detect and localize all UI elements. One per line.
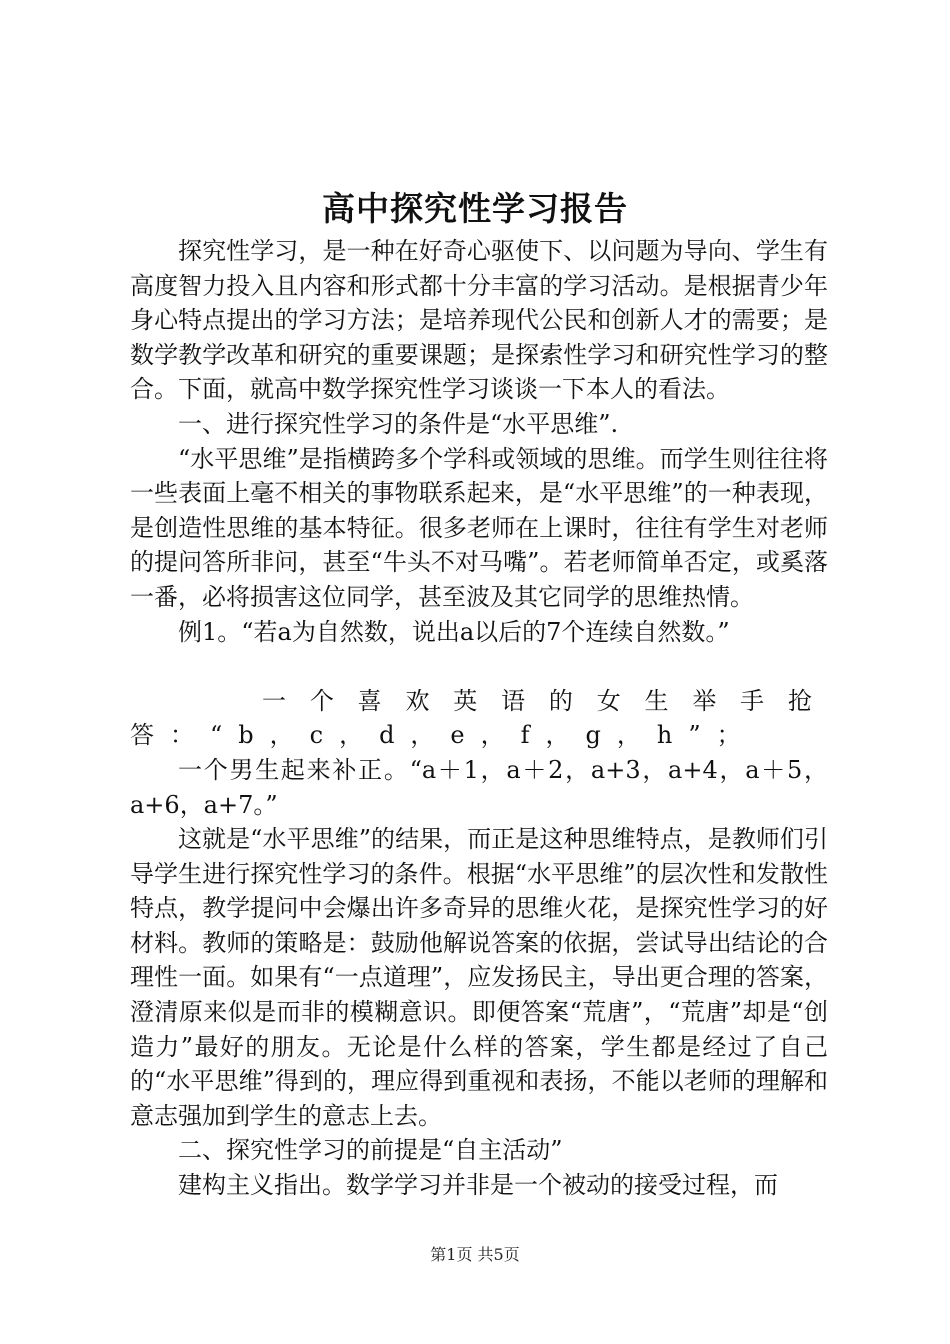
paragraph-girl-answer: 一个喜欢英语的女生举手抢答：“b，c，d，e，f，g，h”； bbox=[130, 686, 828, 750]
paragraph-example-1: 例1。“若a为自然数，说出a以后的7个连续自然数。” bbox=[178, 617, 730, 646]
paragraph-strategy: 这就是“水平思维”的结果，而正是这种思维特点，是教师们引导学生进行探究性学习的条件。根据“水平思维”的层次性和发散性特点，教学提问中会爆出许多奇异的思维火花，是探究性学习的好材料。教师的策略是：鼓励他解说答案的依据，尝试导出结论的合理性一面。如果有“一点道理”，应发扬民主，导出更合理的答案，澄清原来似是而非的模糊意识。即便答案“荒唐”，“荒唐”却是“创造力”最好的朋友。无论是什么样的答案，学生都是经过了自己的“水平思维”得到的，理应得到重视和表扬，不能以老师的理解和意志强加到学生的意志上去。 bbox=[130, 825, 828, 1130]
blank-line bbox=[130, 649, 828, 684]
paragraph-intro: 探究性学习，是一种在好奇心驱使下、以问题为导向、学生有高度智力投入且内容和形式都十分丰富的学习活动。是根据青少年身心特点提出的学习方法；是培养现代公民和创新人才的需要；是数学教学改革和研究的重要课题；是探索性学习和研究性学习的整合。下面，就高中数学探究性学习谈谈一下本人的看法。 bbox=[130, 237, 828, 404]
document-body bbox=[130, 234, 828, 1203]
document-title: 高中探究性学习报告 bbox=[322, 189, 628, 228]
paragraph-constructivism: 建构主义指出。数学学习并非是一个被动的接受过程，而 bbox=[178, 1171, 778, 1200]
heading-section-1: 一、进行探究性学习的条件是“水平思维”. bbox=[178, 409, 619, 438]
paragraph-boy-answer: 一个男生起来补正。“a＋1，a＋2，a+3，a+4，a＋5，a+6，a+7。” bbox=[130, 755, 828, 819]
heading-section-2: 二、探究性学习的前提是“自主活动” bbox=[178, 1136, 563, 1165]
paragraph-horizontal-thinking: “水平思维”是指横跨多个学科或领域的思维。而学生则往往将一些表面上毫不相关的事物联系起来，是“水平思维”的一种表现，是创造性思维的基本特征。很多老师在上课时，往往有学生对老师的提问答所非问，甚至“牛头不对马嘴”。若老师简单否定，或奚落一番，必将损害这位同学，甚至波及其它同学的思维热情。 bbox=[130, 444, 828, 611]
page-number: 第1页 共5页 bbox=[430, 1245, 520, 1264]
